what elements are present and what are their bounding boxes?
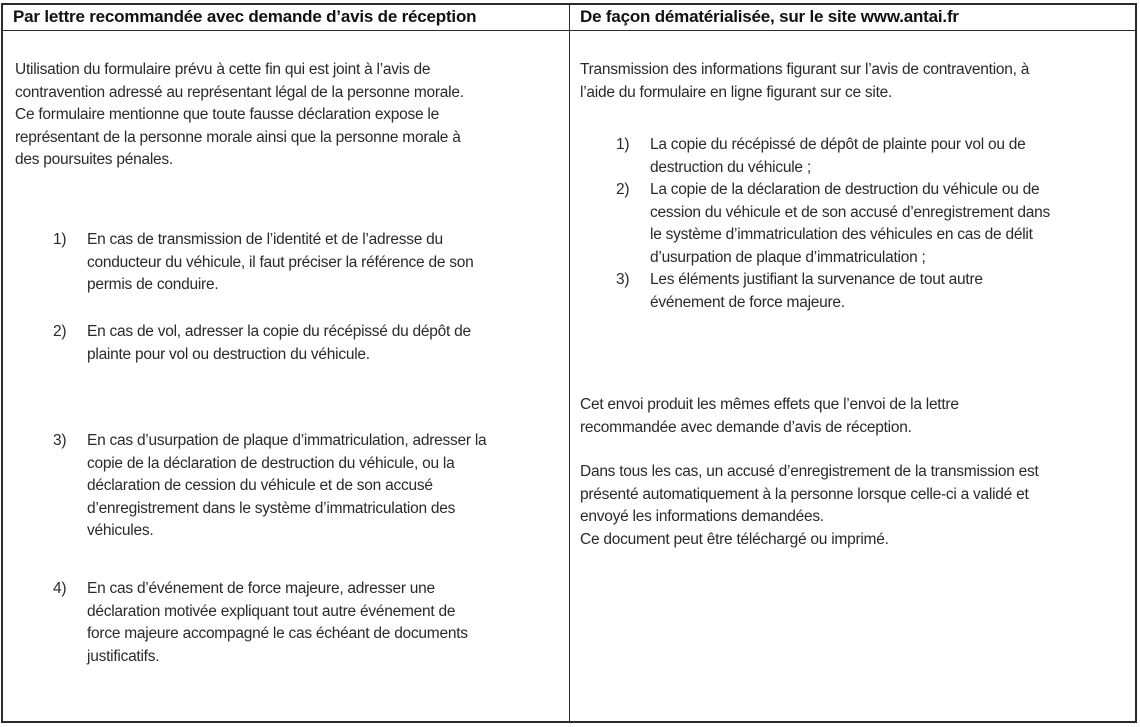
effects-note [580,394,959,439]
item-number: 1) [53,231,67,248]
text-line: Les éléments justifiant la survenance de tout autre [650,271,983,288]
text-line: Ce formulaire mentionne que toute fausse déclaration expose le [15,106,439,123]
text-line: des poursuites pénales. [15,151,173,168]
item-text [87,578,563,668]
item-number: 4) [53,580,67,597]
text-line: déclaration de cession du véhicule et de son accusé [87,477,433,494]
text-line: Dans tous les cas, un accusé d’enregistrement de la transmission est [580,463,1039,480]
item-number: 3) [53,432,67,449]
text-line: justificatifs. [87,647,160,665]
list-item [616,269,1136,314]
text-line: En cas d’événement de force majeure, adresser une [87,580,435,597]
text-line: déclaration motivée expliquant tout autre événement de [87,602,456,620]
text-line: destruction du véhicule ; [650,158,811,176]
list-item [53,578,563,668]
item-text [650,269,1136,314]
text-line: Transmission des informations figurant sur l’avis de contravention, à [580,61,1030,78]
text-line: plainte pour vol ou destruction du véhicule. [87,345,370,363]
acknowledgement-note [580,461,1039,551]
item-number: 3) [616,271,630,288]
text-line: permis de conduire. [87,276,219,293]
text-line: Ce document peut être téléchargé ou imprimé. [580,530,889,548]
registered-letter-intro [15,59,464,172]
list-item [616,134,1136,179]
text-line: conducteur du véhicule, il faut préciser la référence de son [87,253,474,271]
text-line: envoyé les informations demandées. [580,508,824,525]
text-line: le système d’immatriculation des véhicules en cas de délit [650,226,1033,243]
text-line: événement de force majeure. [650,293,845,311]
text-line: En cas de vol, adresser la copie du récépissé du dépôt de [87,323,471,340]
item-text [87,321,563,366]
list-item [53,229,563,297]
column-header-registered-letter: Par lettre recommandée avec demande d’avis de réception [3,5,570,31]
item-text [650,134,1136,179]
item-text [650,179,1136,269]
text-line: contravention adressé au représentant légal de la personne morale. [15,83,464,101]
item-number: 2) [616,181,630,198]
item-number: 2) [53,323,67,340]
text-line: La copie du récépissé de dépôt de plainte pour vol ou de [650,136,1026,153]
text-line: d’enregistrement dans le système d’immatriculation des [87,499,456,517]
item-text [87,229,563,297]
text-line: copie de la déclaration de destruction du véhicule, ou la [87,454,455,472]
text-line: La copie de la déclaration de destruction du véhicule ou de [650,181,1040,198]
text-line: Utilisation du formulaire prévu à cette fin qui est joint à l’avis de [15,61,431,78]
text-line: l’aide du formulaire en ligne figurant sur ce site. [580,83,893,101]
text-line: Cet envoi produit les mêmes effets que l’envoi de la lettre [580,396,959,413]
text-line: force majeure accompagné le cas échéant de documents [87,625,468,642]
text-line: En cas de transmission de l’identité et de l’adresse du [87,231,443,248]
registered-letter-cell [3,31,570,721]
item-number: 1) [616,136,630,153]
online-cell [570,31,1135,721]
column-header-online: De façon dématérialisée, sur le site www.antai.fr [570,5,1135,31]
list-item [53,321,563,366]
comparison-table [1,3,1137,723]
item-text [87,430,563,543]
text-line: cession du véhicule et de son accusé d’enregistrement dans [650,203,1050,221]
text-line: d’usurpation de plaque d’immatriculation ; [650,248,926,266]
text-line: recommandée avec demande d’avis de réception. [580,418,912,436]
text-line: représentant de la personne morale ainsi que la personne morale à [15,128,461,146]
text-line: En cas d’usurpation de plaque d’immatriculation, adresser la [87,432,487,449]
list-item [616,179,1136,269]
text-line: véhicules. [87,522,154,539]
text-line: présenté automatiquement à la personne lorsque celle-ci a validé et [580,485,1029,503]
list-item [53,430,563,543]
online-intro [580,59,1029,104]
